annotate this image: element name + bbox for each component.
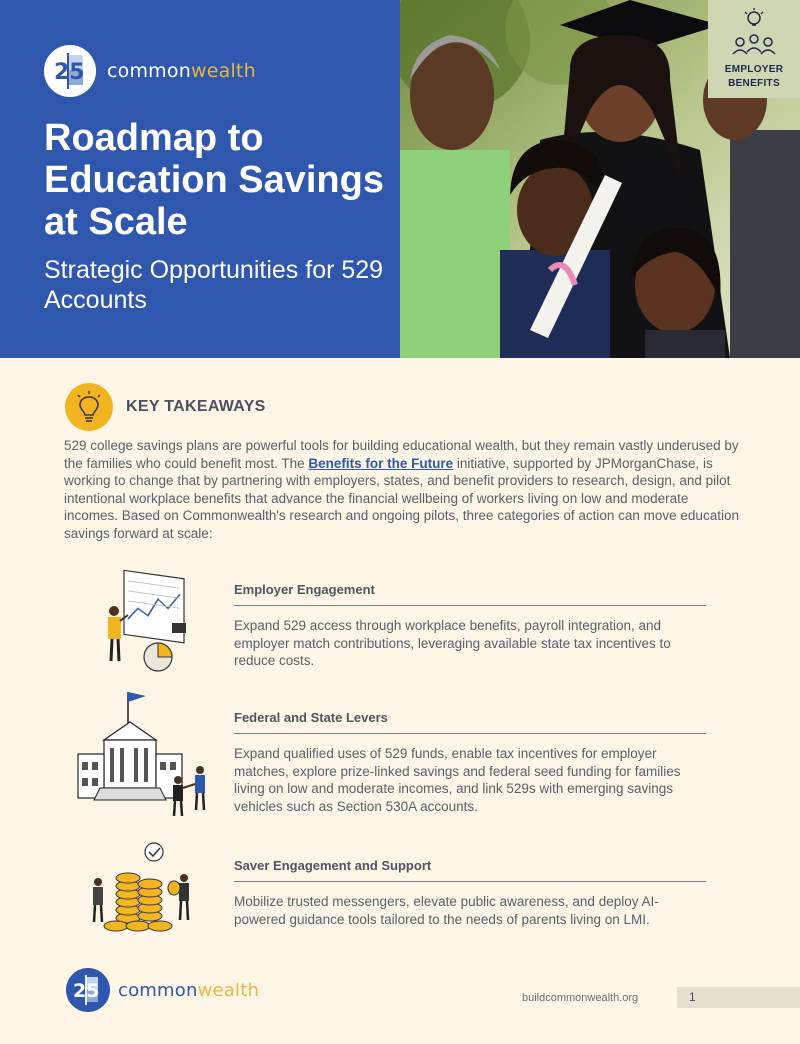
- commonwealth-logo-icon: [44, 45, 96, 97]
- section-body: Expand qualified uses of 529 funds, enable tax incentives for employer matches, explore prize-linked savings and federal seed funding for families living on low and moderate incomes, and link 529s with emerging savings vehicles such as Section 530A accounts.: [234, 746, 681, 814]
- intro-paragraph: 529 college savings plans are powerful tools for building educational wealth, but they remain vastly underused by the families who could benefit most. The Benefits for the Future initiative, supported by JPMorganChase, is working to change that by partnering with employers, states, and benefit providers to research, design, and pilot intentional workplace benefits that advance the financial wellbeing of workers living on low and moderate incomes. Based on Commonwealth's research and ongoing pilots, three categories of action can move education savings forward at scale:: [64, 438, 739, 541]
- analytics-presentation-icon: [100, 565, 200, 678]
- coin-stacks-icon: [88, 840, 196, 937]
- lightbulb-people-icon: [730, 6, 778, 60]
- lightbulb-icon: [65, 383, 113, 431]
- hero-banner: [0, 0, 800, 358]
- section-employer-engagement: [234, 582, 706, 670]
- section-body: Expand 529 access through workplace benefits, payroll integration, and employer match contributions, leveraging available state tax incentives to reduce costs.: [234, 618, 671, 668]
- svg-text:25: 25: [73, 980, 100, 1002]
- page-title: Roadmap to Education Savings at Scale: [44, 117, 384, 243]
- employer-benefits-badge: [708, 0, 800, 98]
- key-takeaways-heading: KEY TAKEAWAYS: [126, 398, 266, 415]
- benefits-for-the-future-link[interactable]: Benefits for the Future: [308, 455, 454, 471]
- brand-wordmark: commonwealth: [107, 60, 256, 82]
- section-saver-engagement: [234, 858, 706, 928]
- footer-logo: [66, 968, 259, 1012]
- svg-text:25: 25: [54, 60, 85, 85]
- section-title: Saver Engagement and Support: [234, 858, 706, 882]
- badge-label: EMPLOYER BENEFITS: [724, 64, 784, 89]
- page-number: 1: [689, 990, 696, 1004]
- page-number-box: [677, 987, 800, 1008]
- section-body: Mobilize trusted messengers, elevate public awareness, and deploy AI-powered guidance tools tailored to the needs of parents living on LMI.: [234, 894, 659, 927]
- header-logo: [44, 45, 256, 97]
- page-subtitle: Strategic Opportunities for 529 Accounts: [44, 256, 384, 314]
- section-federal-state-levers: [234, 710, 706, 815]
- brand-wordmark: commonwealth: [118, 979, 260, 1001]
- section-title: Federal and State Levers: [234, 710, 706, 734]
- section-title: Employer Engagement: [234, 582, 706, 606]
- commonwealth-logo-icon: [66, 968, 110, 1012]
- government-building-icon: [74, 688, 214, 827]
- footer-url[interactable]: buildcommonwealth.org: [522, 992, 639, 1004]
